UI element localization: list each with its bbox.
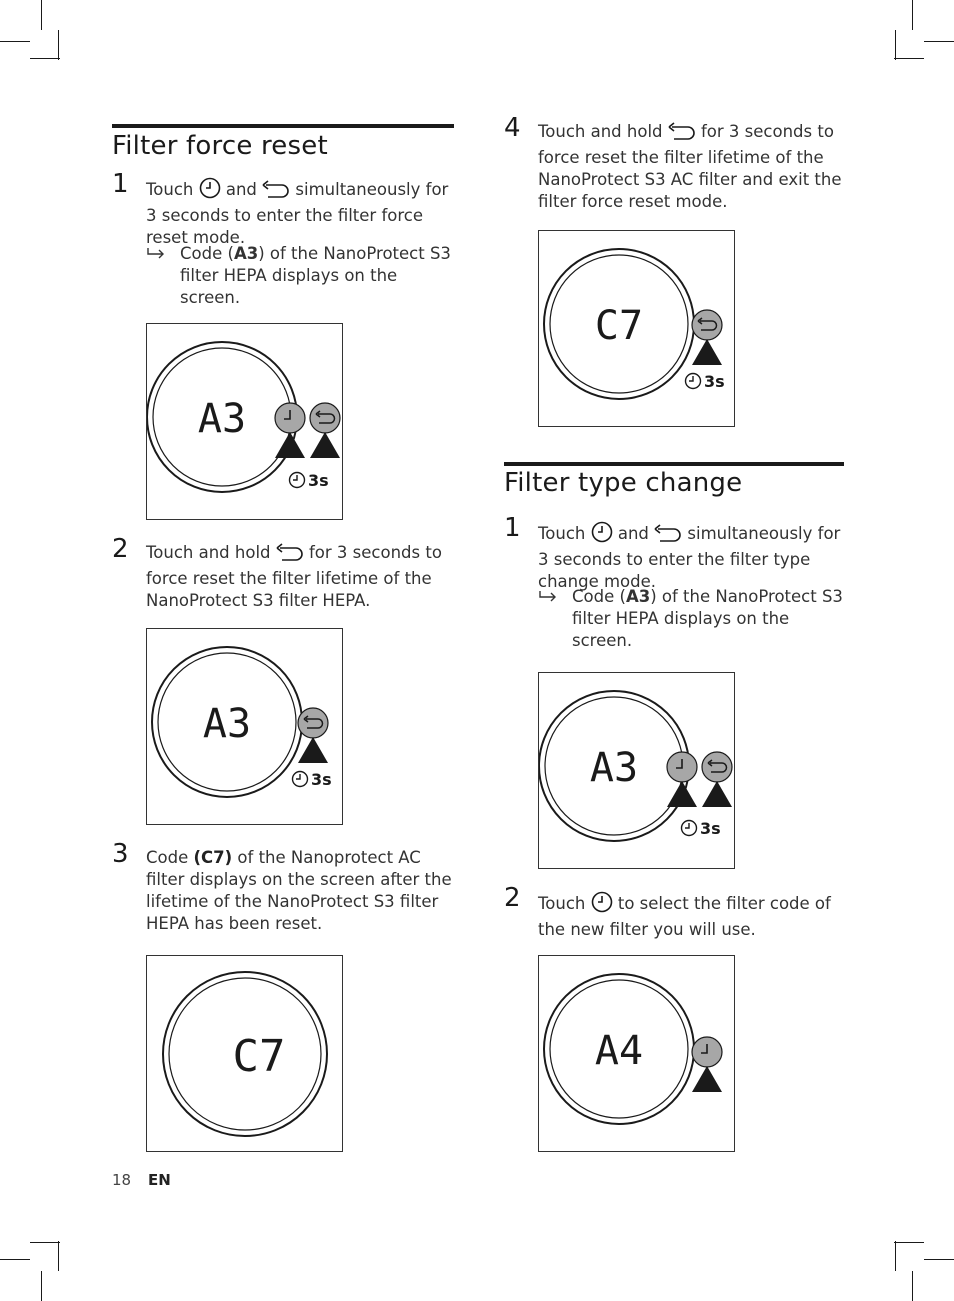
timer-button[interactable]: [275, 403, 305, 433]
display-panel: [538, 230, 735, 427]
text: Touch and hold: [146, 543, 271, 562]
code-text: A3: [233, 244, 259, 263]
step-text: [146, 847, 454, 935]
back-button[interactable]: [702, 752, 732, 782]
crop-mark: [912, 0, 913, 30]
timer-icon: [199, 177, 221, 205]
timer-button[interactable]: [667, 752, 697, 782]
back-arrow-icon: [262, 179, 290, 205]
text: of the Nanoprotect AC filter displays on the screen after the lifetime of the NanoProtect S3 filter HEPA has been reset.: [146, 848, 452, 933]
text: Touch: [538, 524, 586, 543]
text: Code (: [572, 587, 626, 606]
step-text: [538, 121, 844, 213]
back-button[interactable]: [310, 403, 340, 433]
back-arrow-icon: [654, 523, 682, 549]
display-panel: [538, 672, 735, 869]
step-number: 2: [112, 534, 129, 564]
display-code: A3: [202, 701, 252, 747]
back-button[interactable]: [692, 310, 722, 340]
hold-label: 3s: [308, 471, 329, 490]
crop-mark: [30, 58, 60, 59]
text: simultaneously for 3 seconds to enter the filter type change mode.: [538, 524, 841, 591]
hold-label: 3s: [700, 819, 721, 838]
crop-mark: [58, 30, 59, 60]
text: ) of the NanoProtect S3 filter HEPA displays on the screen.: [572, 587, 843, 650]
back-arrow-icon: [668, 121, 696, 147]
crop-mark: [41, 1271, 42, 1301]
hold-label: 3s: [704, 372, 725, 391]
crop-mark: [41, 0, 42, 30]
display-code: A4: [594, 1028, 644, 1074]
display-code: A3: [197, 396, 247, 442]
back-button[interactable]: [298, 708, 328, 738]
text: and: [225, 180, 257, 199]
step-result: [146, 243, 454, 309]
display-code: C7: [232, 1031, 286, 1082]
text: ) of the NanoProtect S3 filter HEPA displays on the screen.: [180, 244, 451, 307]
press-triangle-icon: [692, 1066, 722, 1092]
display-code: A3: [589, 745, 639, 791]
press-triangle-icon: [667, 781, 697, 807]
text: simultaneously for 3 seconds to enter the filter force reset mode.: [146, 180, 449, 247]
result-arrow-icon: [538, 586, 568, 610]
hold-label: 3s: [311, 770, 332, 789]
step-text: [538, 891, 844, 941]
crop-mark: [894, 1242, 924, 1243]
language-label: EN: [148, 1171, 171, 1189]
crop-mark: [895, 1241, 896, 1271]
press-triangle-icon: [692, 339, 722, 365]
step-number: 4: [504, 113, 521, 143]
timer-button[interactable]: [692, 1037, 722, 1067]
section-rule: [112, 124, 454, 128]
display-panel: [146, 323, 343, 520]
page-number: 18: [112, 1171, 132, 1189]
crop-mark: [895, 30, 896, 60]
step-result: [538, 586, 844, 652]
step-number: 1: [504, 513, 521, 543]
back-arrow-icon: [276, 542, 304, 568]
text: and: [617, 524, 649, 543]
timer-icon: [591, 891, 613, 919]
section-rule: [504, 462, 844, 466]
display-panel: [146, 955, 343, 1152]
press-triangle-icon: [298, 737, 328, 763]
code-text: (C7): [193, 848, 233, 867]
text: Code: [146, 848, 189, 867]
crop-mark: [30, 1242, 60, 1243]
text: Touch and hold: [538, 122, 663, 141]
text: for 3 seconds to force reset the filter lifetime of the NanoProtect S3 filter HEPA.: [146, 543, 442, 610]
display-code: C7: [594, 303, 644, 349]
text: for 3 seconds to force reset the filter lifetime of the NanoProtect S3 AC filter and exit the filter force reset mode.: [538, 122, 842, 211]
text: Touch: [538, 894, 586, 913]
press-triangle-icon: [310, 432, 340, 458]
code-text: A3: [625, 587, 651, 606]
press-triangle-icon: [275, 432, 305, 458]
section-title: Filter force reset: [112, 131, 328, 161]
section-title: Filter type change: [504, 468, 743, 498]
crop-mark: [924, 1259, 954, 1260]
step-number: 1: [112, 169, 129, 199]
step-number: 2: [504, 883, 521, 913]
crop-mark: [58, 1241, 59, 1271]
text: Touch: [146, 180, 194, 199]
display-panel: [146, 628, 343, 825]
text: to select the filter code of the new filter you will use.: [538, 894, 831, 939]
step-number: 3: [112, 839, 129, 869]
step-text: [538, 521, 844, 593]
crop-mark: [0, 41, 30, 42]
crop-mark: [894, 58, 924, 59]
timer-icon: [591, 521, 613, 549]
crop-mark: [924, 41, 954, 42]
result-arrow-icon: [146, 243, 176, 267]
step-text: [146, 177, 454, 249]
display-panel: [538, 955, 735, 1152]
crop-mark: [912, 1271, 913, 1301]
press-triangle-icon: [702, 781, 732, 807]
text: Code (: [180, 244, 234, 263]
step-text: [146, 542, 454, 612]
crop-mark: [0, 1259, 30, 1260]
